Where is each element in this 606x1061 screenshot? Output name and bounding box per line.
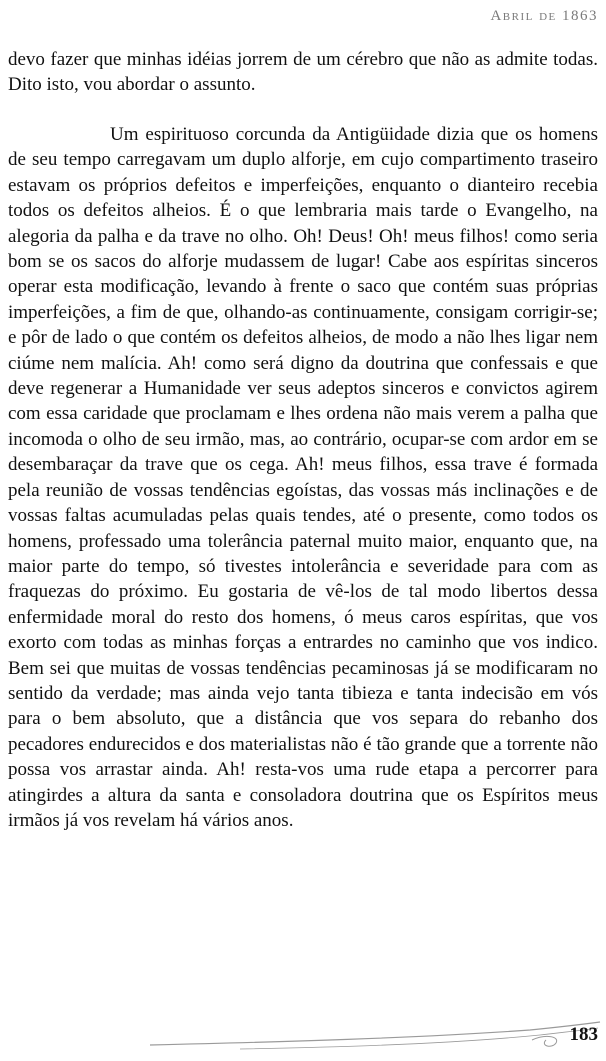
main-paragraph: Um espirituoso corcunda da Antigüidade dizia que os homens de seu tempo carregavam um duplo alforje, em cujo compartimento traseiro estavam os próprios defeitos e imperfeições, enquanto o dianteiro recebia todos os defeitos alheios. É o que lembraria mais tarde o Evangelho, na alegoria da palha e da trave no olho. Oh! Deus! Oh! meus filhos! como seria bom se os sacos do alforje mudassem de lugar! Cabe aos espíritas sinceros operar esta modificação, levando à frente o saco que contém suas próprias imperfeições, a fim de que, olhando-as continuamente, consigam corrigir-se; e pôr de lado o que contém os defeitos alheios, de modo a não lhes ligar nem ciúme nem malícia. Ah! como será digno da doutrina que confessais e que deve regenerar a Humanidade ver seus adeptos sinceros e convictos agirem com essa caridade que proclamam e lhes ordena não mais verem a palha que incomoda o olho de seu irmão, mas, ao contrário, ocupar-se com ardor em se desembaraçar da trave que os cega. Ah! meus filhos, essa trave é formada pela reunião de vossas tendências egoístas, das vossas más inclinações e de vossas faltas acumuladas pelas quais tendes, até o presente, como todos os homens, professado uma tolerância paternal muito maior, enquanto que, na maior parte do tempo, só tivestes intolerância e severidade para com as fraquezas do próximo. Eu gostaria de vê-los de tal modo libertos dessa enfermidade moral do resto dos homens, ó meus caros espíritas, que vos exorto com todas as minhas forças a entrardes no caminho que vos indico. Bem sei que muitas de vossas tendências pecaminosas já se modificaram no sentido da verdade; mas ainda vejo tanta tibieza e tanta indecisão em vós para o bem absoluto, que a distância que vos separa do rebanho dos pecadores endurecidos e dos materialistas não é tão grande que a torrente não possa vos arrastar ainda. Ah! resta-vos uma rude etapa a percorrer para atingirdes a altura da santa e consoladora doutrina que os Espíritos meus irmãos já vos revelam há vários anos. bbox=[8, 124, 598, 831]
intro-paragraph: devo fazer que minhas idéias jorrem de um cérebro que não as admite todas. Dito isto, vou abordar o assunto. bbox=[8, 49, 598, 96]
footer-flourish-icon bbox=[0, 1012, 606, 1061]
page-footer bbox=[0, 1012, 606, 1061]
running-header: Abril de 1863 bbox=[490, 8, 598, 24]
page-number: 183 bbox=[569, 1024, 598, 1045]
